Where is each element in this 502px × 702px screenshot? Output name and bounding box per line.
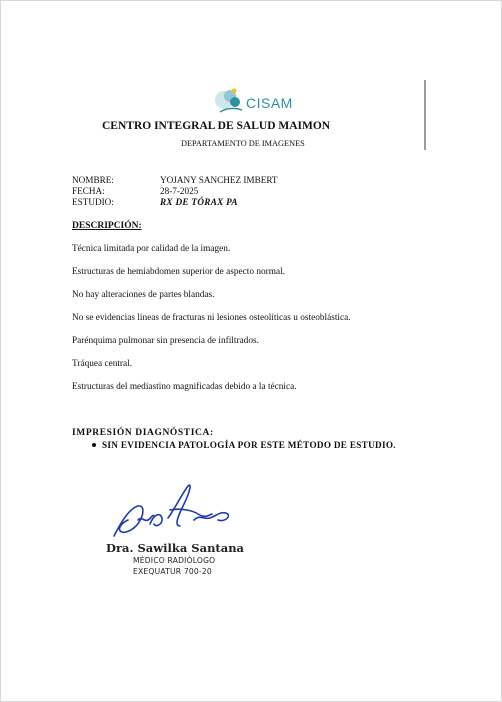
description-heading: DESCRIPCIÓN:: [72, 221, 142, 231]
date-row: [72, 186, 278, 197]
finding-paragraph: Tráquea central.: [72, 359, 133, 369]
department-name: DEPARTAMENTO DE IMAGENES: [181, 139, 305, 148]
impression-item-text: SIN EVIDENCIA PATOLOGÍA POR ESTE MÉTODO DE ESTUDIO.: [102, 440, 396, 450]
date-label: FECHA:: [72, 186, 105, 196]
center-name: CENTRO INTEGRAL DE SALUD MAIMON: [102, 120, 331, 132]
doctor-title: MÉDICO RADIÓLOGO: [133, 556, 216, 565]
impression-item: [92, 440, 396, 450]
doctor-name: Dra. Sawilka Santana: [106, 541, 244, 555]
impression-list: [92, 440, 396, 450]
study-label: ESTUDIO:: [72, 197, 114, 207]
doctor-exequatur: EXEQUATUR 700-20: [133, 567, 212, 576]
patient-info: [72, 175, 278, 208]
name-value: YOJANY SANCHEZ IMBERT: [160, 175, 278, 185]
finding-paragraph: No hay alteraciones de partes blandas.: [72, 290, 215, 300]
name-label: NOMBRE:: [72, 175, 114, 185]
study-value: RX DE TÓRAX PA: [160, 197, 238, 207]
header-divider-line: [424, 80, 426, 150]
date-value: 28-7-2025: [160, 186, 199, 196]
impression-heading: IMPRESIÓN DIAGNÓSTICA:: [72, 428, 214, 438]
finding-paragraph: Estructuras de hemiabdomen superior de aspecto normal.: [72, 267, 285, 277]
findings-list: [72, 244, 392, 405]
handwritten-signature-icon: [108, 480, 233, 540]
study-row: [72, 197, 278, 208]
logo-text: CISAM: [246, 95, 293, 111]
name-row: [72, 175, 278, 186]
finding-paragraph: Estructuras del mediastino magnificadas debido a la técnica.: [72, 382, 297, 392]
bullet-icon: [92, 443, 96, 447]
finding-paragraph: Parénquima pulmonar sin presencia de infiltrados.: [72, 336, 259, 346]
finding-paragraph: No se evidencias líneas de fracturas ni lesiones osteolíticas u osteoblástica.: [72, 313, 351, 323]
finding-paragraph: Técnica limitada por calidad de la imagen.: [72, 244, 231, 254]
